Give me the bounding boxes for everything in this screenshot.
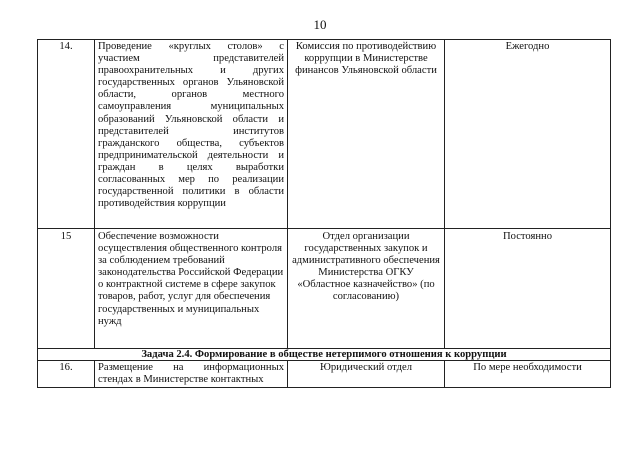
table-row xyxy=(38,40,611,229)
term-cell: По мере необходимости xyxy=(445,361,611,388)
row-number: 14. xyxy=(38,40,95,229)
term-cell: Постоянно xyxy=(445,229,611,349)
task-heading: Задача 2.4. Формирование в обществе нетерпимого отношения к коррупции xyxy=(38,349,611,361)
responsible-cell: Комиссия по противодействию коррупции в Министерстве финансов Ульяновской области xyxy=(288,40,445,229)
action-cell: Размещение на информационных стендах в Министерстве контактных xyxy=(95,361,288,388)
page-number: 10 xyxy=(313,17,327,32)
measures-table xyxy=(37,39,611,388)
row-number: 16. xyxy=(38,361,95,388)
responsible-cell: Юридический отдел xyxy=(288,361,445,388)
task-heading-row xyxy=(38,349,611,361)
row-number: 15 xyxy=(38,229,95,349)
table-row xyxy=(38,361,611,388)
responsible-cell: Отдел организации государственных закупок и административного обеспечения Министерства ОГКУ «Областное казначейство» (по согласованию) xyxy=(288,229,445,349)
action-cell: Обеспечение возможности осуществления общественного контроля за соблюдением требований законодательства Российской Федерации о контрактной системе в сфере закупок товаров, работ, услуг для обеспечения государственных и муниципальных нужд xyxy=(95,229,288,349)
action-cell: Проведение «круглых столов» с участием представителей правоохранительных и других государственных органов Ульяновской области, органов местного самоуправления муниципальных образований Ульяновской области и представителей институтов гражданского общества, субъектов предпринимательской деятельности и граждан в целях выработки согласованных мер по реализации государственной политики в области противодействия коррупции xyxy=(95,40,288,229)
term-cell: Ежегодно xyxy=(445,40,611,229)
table-row xyxy=(38,229,611,349)
